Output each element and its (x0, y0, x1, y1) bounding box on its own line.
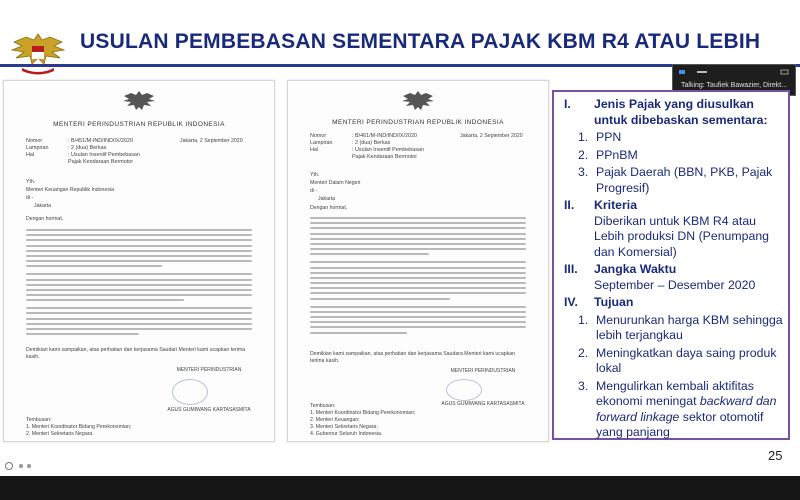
letter-yth: Yth. (310, 172, 320, 178)
letter-di: di - (26, 195, 34, 201)
section-jangka-waktu: III. Jangka Waktu (564, 262, 786, 278)
nomor-label: Nomor (26, 138, 43, 144)
list-item: 3. Mengulirkan kembali aktifitas ekonomi meningat backward dan forward linkage sektor otomotif yang panjang (578, 378, 777, 439)
letter-closing: Demikian kami sampaikan, atas perhatian dan kerjasama Saudari Menteri kami ucapkan terima kasih. (26, 347, 246, 360)
lampiran-label: Lampiran (26, 145, 49, 151)
garuda-emblem-icon (8, 28, 68, 78)
nomor-value: : B/451/M-IND/IND/IX/2020 (68, 138, 134, 144)
letter-cc-2: 2. Menteri Keuangan; (310, 417, 360, 423)
speaker-level-icon (677, 68, 791, 76)
summary-panel (552, 90, 790, 440)
letter-sig-title: MENTERI PERINDUSTRIAN (176, 367, 242, 373)
nomor-label: Nomor (310, 133, 327, 139)
list-item: 1. Menurunkan harga KBM sehingga lebih terjangkau (578, 312, 783, 342)
hal-label: Hal (26, 152, 35, 158)
talking-label: Talking: Taufiek Bawazier, Direkt... (681, 82, 788, 89)
signature-stamp-icon (446, 379, 482, 401)
section-heading: Jangka Waktu (594, 262, 677, 276)
hal-value-2: Pajak Kendaraan Bermotor (68, 159, 134, 165)
section-kriteria: II. Kriteria (564, 198, 786, 214)
letter-recipient: Menteri Dalam Negeri (310, 180, 361, 186)
letter-menteri-keuangan (3, 80, 275, 442)
list-item: 2. PPnBM (578, 147, 638, 162)
section-heading: Tujuan (594, 295, 634, 309)
letter-sig-title: MENTERI PERINDUSTRIAN (450, 368, 516, 374)
letter-cc-3: 3. Menteri Sekretaris Negara; (310, 424, 378, 430)
section-heading: Kriteria (594, 198, 638, 212)
nomor-value: : B/461/M-IND/IND/IX/2020 (352, 133, 418, 139)
letter-ministry-heading: MENTERI PERINDUSTRIAN REPUBLIK INDONESIA (332, 119, 504, 126)
slide-title: USULAN PEMBEBASAN SEMENTARA PAJAK KBM R4 ATAU LEBIH (80, 30, 761, 53)
letter-yth: Yth. (26, 179, 36, 185)
letter-di: di - (310, 188, 318, 194)
section-heading: Jenis Pajak yang diusulkan untuk dibebaskan sementara: (594, 97, 768, 127)
hal-label: Hal (310, 147, 319, 153)
hal-value: : Usulan Insentif Pembebasan (352, 147, 424, 153)
letter-cc-4: 4. Gubernur Seluruh Indonesia. (310, 431, 383, 437)
letter-sig-name: AGUS GUMIWANG KARTASASMITA (441, 401, 525, 407)
lampiran-label: Lampiran (310, 140, 333, 146)
lampiran-value: : 2 (dua) Berkas (68, 145, 107, 151)
letter-city: Jakarta (318, 196, 336, 202)
letter-garuda-icon (401, 89, 435, 115)
list-item: 3. Pajak Daerah (BBN, PKB, Pajak Progresif) (578, 165, 773, 195)
kriteria-text: Diberikan untuk KBM R4 atau Lebih produksi DN (Penumpang dan Komersial) (594, 213, 769, 259)
jangka-waktu-text: September – Desember 2020 (594, 277, 756, 292)
section-tujuan: IV. Tujuan (564, 295, 786, 311)
letter-cc-head: Tembusan: (26, 417, 52, 423)
letter-menteri-dalam-negeri (287, 80, 549, 442)
letter-city: Jakarta (34, 203, 52, 209)
letter-date: Jakarta, 2 September 2020 (460, 133, 523, 139)
presenter-tools-icon[interactable] (4, 461, 34, 471)
lampiran-value: : 2 (dua) Berkas (352, 140, 391, 146)
letter-cc-2: 2. Menteri Sekretaris Negara. (26, 431, 94, 437)
meeting-bottom-bar (0, 476, 800, 500)
letter-recipient: Menteri Keuangan Republik Indonesia (26, 187, 114, 193)
letter-ministry-heading: MENTERI PERINDUSTRIAN REPUBLIK INDONESIA (53, 121, 225, 128)
letter-meta (310, 133, 424, 161)
letter-body-paragraphs (26, 229, 252, 338)
letter-body-paragraphs (310, 217, 526, 337)
page-number: 25 (768, 448, 783, 463)
list-item: 1. PPN (578, 130, 622, 144)
letter-meta (26, 138, 140, 166)
letter-greeting: Dengan hormat, (310, 205, 348, 211)
section-jenis-pajak: I. Jenis Pajak yang diusulkan untuk dibebaskan sementara: (564, 97, 786, 128)
list-item: 2. Meningkatkan daya saing produk lokal (578, 345, 777, 375)
letter-cc-1: 1. Menteri Koordinator Bidang Perekonomian; (310, 410, 416, 416)
hal-value-2: Pajak Kendaraan Bermotor (352, 154, 418, 160)
letter-date: Jakarta, 2 September 2020 (180, 138, 243, 144)
letter-garuda-icon (122, 89, 156, 115)
letter-cc-1: 1. Menteri Koordinator Bidang Perekonomian; (26, 424, 132, 430)
letter-sig-name: AGUS GUMIWANG KARTASASMITA (167, 407, 251, 413)
letter-greeting: Dengan hormat, (26, 216, 64, 222)
hal-value: : Usulan Insentif Pembebasan (68, 152, 140, 158)
letter-closing: Demikian kami sampaikan, atas perhatian dan kerjasama Saudara Menteri kami ucapkan terima kasih. (310, 351, 516, 364)
letter-cc-head: Tembusan: (310, 403, 336, 409)
signature-stamp-icon (172, 379, 208, 405)
